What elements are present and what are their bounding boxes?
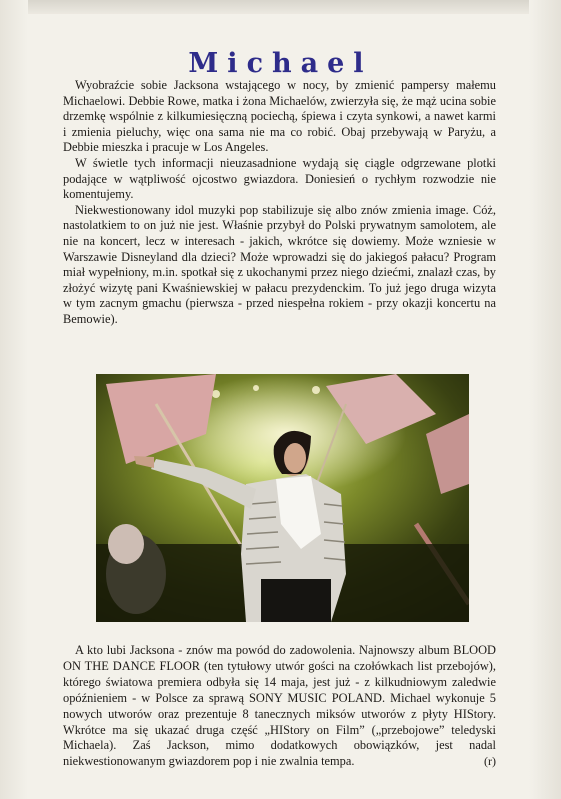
top-edge-strip — [0, 0, 561, 14]
article-body-bottom — [63, 643, 496, 770]
author-signature: (r) — [484, 754, 496, 769]
left-page-edge — [0, 0, 28, 799]
article-title: Michael — [188, 48, 373, 80]
paragraph-1: Wyobraźcie sobie Jacksona wstającego w nocy, by zmienić pampersy małemu Michaelowi. Debbie Rowe, matka i żona Michaelów, zwierzyła się, że mąż ucina sobie drzemkę wspólnie z kilkumiesięczną pociechą, śpiewa i czyta synkowi, a nawet karmi i zmienia pieluchy, więc ona sama nie ma co robić. Obaj przebywają w Paryżu, a Debbie mieszka i pracuje w Los Angeles. — [63, 78, 496, 155]
paragraph-2: W świetle tych informacji nieuzasadnione wydają się ciągle odgrzewane plotki podające w wątpliwość ojcostwo gwiazdora. Doniesień o rychłym rozwodzie nie komentujemy. — [63, 155, 496, 202]
paragraph-3: Niekwestionowany idol muzyki pop stabilizuje się albo znów zmienia image. Cóż, nastolatkiem to on już nie jest. Właśnie przybył do Polski prywatnym samolotem, ale nie na koncert, lecz w interesach - jakich, wkrótce się dowiemy. Może wzniesie w Warszawie Disneyland dla dzieci? Może wprowadzi się do jakiegoś pałacu? Program miał wypełniony, m.in. spotkał się z ukochanymi przez niego dziećmi, znalazł czas, by złożyć wizytę pani Kwaśniewskiej w pałacu prezydenckim. To już jego druga wizyta w tym zacnym gmachu (pierwsza - przed niespełna rokiem - przy okazji koncertu na Bemowie). — [63, 202, 496, 326]
concert-photo — [96, 374, 469, 622]
paragraph-4 — [63, 643, 496, 770]
article-body-top — [63, 78, 496, 328]
paragraph-4-text: A kto lubi Jacksona - znów ma powód do zadowolenia. Najnowszy album BLOOD ON THE DANCE FLOOR (ten tytułowy utwór gości na czołówkach list przebojów), którego światowa premiera odbyła się 14 maja, jest już - z kilkudniowym zaledwie opóźnieniem - w Polsce za sprawą SONY MUSIC POLAND. Michael wykonuje 5 nowych utworów oraz prezentuje 8 tanecznych miksów utworów z płyty HIStory. Wkrótce ma się ukazać druga część „HIStory on Film” („przebojowe” teledyski Michaela). Zaś Jackson, mimo dodatkowych obowiązków, jest nadal niekwestionowanym gwiazdorem pop i nie zwalnia tempa. — [63, 643, 496, 769]
right-page-edge — [529, 0, 561, 799]
